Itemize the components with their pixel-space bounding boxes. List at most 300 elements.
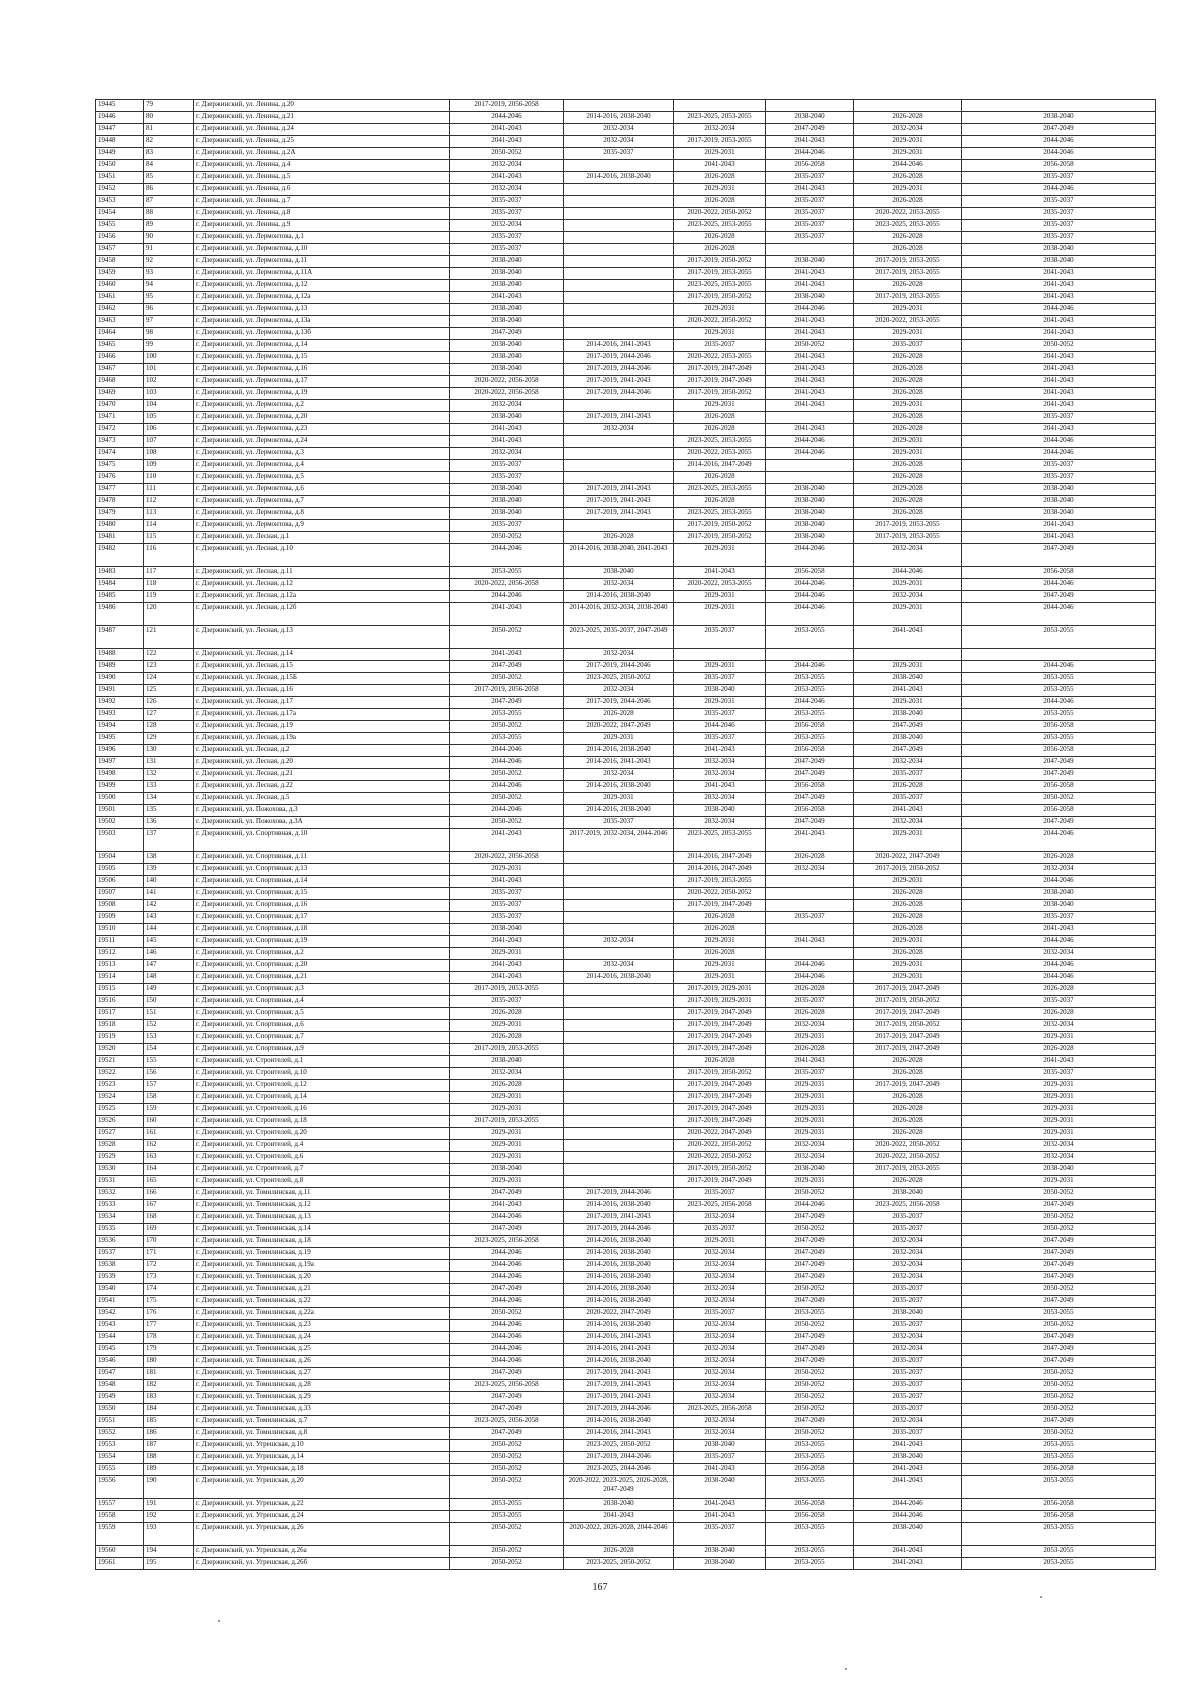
period-cell: 2029-2031: [854, 579, 962, 591]
period-cell: 2026-2028: [854, 364, 962, 376]
period-cell: 2047-2049: [450, 1392, 564, 1404]
row-number-cell: 170: [144, 1236, 194, 1248]
period-cell: 2026-2028: [450, 1080, 564, 1092]
period-cell: 2014-2016, 2047-2049: [674, 852, 766, 864]
period-cell: 2035-2037: [962, 1068, 1156, 1080]
period-cell: [766, 948, 854, 960]
table-row: [96, 292, 1156, 304]
period-cell: 2032-2034: [674, 1212, 766, 1224]
period-cell: 2056-2058: [962, 567, 1156, 579]
row-id-cell: 19449: [96, 148, 144, 160]
table-row: [96, 757, 1156, 769]
row-id-cell: 19527: [96, 1128, 144, 1140]
period-cell: 2038-2040: [766, 508, 854, 520]
address-cell: г. Дзержинский, ул. Угрешская, д.14: [194, 1452, 450, 1464]
row-id-cell: 19495: [96, 733, 144, 745]
period-cell: 2035-2037: [674, 626, 766, 649]
period-cell: 2035-2037: [450, 996, 564, 1008]
period-cell: 2047-2049: [962, 1272, 1156, 1284]
period-cell: 2053-2055: [766, 626, 854, 649]
period-cell: 2056-2058: [766, 721, 854, 733]
period-cell: 2038-2040: [962, 1164, 1156, 1176]
address-cell: г. Дзержинский, ул. Лесная, д.19: [194, 721, 450, 733]
period-cell: 2017-2019, 2050-2052: [674, 1164, 766, 1176]
row-number-cell: 103: [144, 388, 194, 400]
table-row: [96, 1104, 1156, 1116]
period-cell: 2047-2049: [962, 769, 1156, 781]
period-cell: 2053-2055: [766, 1440, 854, 1452]
row-id-cell: 19491: [96, 685, 144, 697]
row-number-cell: 127: [144, 709, 194, 721]
period-cell: 2029-2031: [854, 972, 962, 984]
period-cell: 2038-2040: [564, 1499, 674, 1511]
period-cell: 2014-2016, 2038-2040: [564, 972, 674, 984]
period-cell: [564, 436, 674, 448]
period-cell: 2032-2034: [450, 448, 564, 460]
row-id-cell: 19461: [96, 292, 144, 304]
period-cell: 2044-2046: [766, 661, 854, 673]
row-number-cell: 93: [144, 268, 194, 280]
period-cell: 2038-2040: [450, 496, 564, 508]
row-id-cell: 19519: [96, 1032, 144, 1044]
period-cell: 2026-2028: [674, 948, 766, 960]
period-cell: 2044-2046: [450, 757, 564, 769]
period-cell: 2032-2034: [450, 400, 564, 412]
row-number-cell: 152: [144, 1020, 194, 1032]
period-cell: 2050-2052: [766, 1368, 854, 1380]
period-cell: 2017-2019, 2041-2043: [564, 508, 674, 520]
period-cell: 2047-2049: [854, 745, 962, 757]
row-number-cell: 154: [144, 1044, 194, 1056]
row-id-cell: 19547: [96, 1368, 144, 1380]
period-cell: 2017-2019, 2047-2049: [674, 1044, 766, 1056]
row-number-cell: 181: [144, 1368, 194, 1380]
period-cell: 2047-2049: [962, 1296, 1156, 1308]
address-cell: г. Дзержинский, ул. Томилинская, д.12: [194, 1200, 450, 1212]
row-id-cell: 19447: [96, 124, 144, 136]
row-id-cell: 19473: [96, 436, 144, 448]
table-row: [96, 579, 1156, 591]
row-number-cell: 163: [144, 1152, 194, 1164]
period-cell: 2017-2019, 2044-2046: [564, 364, 674, 376]
period-cell: 2017-2019, 2032-2034, 2044-2046: [564, 829, 674, 852]
table-row: [96, 268, 1156, 280]
period-cell: 2017-2019, 2047-2049: [854, 1080, 962, 1092]
period-cell: 2053-2055: [766, 709, 854, 721]
period-cell: 2026-2028: [854, 376, 962, 388]
row-number-cell: 117: [144, 567, 194, 579]
address-cell: г. Дзержинский, ул. Ленина, д.5: [194, 172, 450, 184]
period-cell: 2020-2022, 2053-2055: [674, 448, 766, 460]
period-cell: 2017-2019, 2050-2052: [854, 996, 962, 1008]
period-cell: 2050-2052: [962, 793, 1156, 805]
period-cell: 2044-2046: [450, 1332, 564, 1344]
period-cell: 2029-2031: [854, 661, 962, 673]
period-cell: 2026-2028: [674, 424, 766, 436]
row-number-cell: 94: [144, 280, 194, 292]
period-cell: 2029-2031: [766, 1116, 854, 1128]
period-cell: [564, 244, 674, 256]
period-cell: 2038-2040: [674, 1476, 766, 1499]
period-cell: 2017-2019, 2050-2052: [674, 256, 766, 268]
row-id-cell: 19452: [96, 184, 144, 196]
table-row: [96, 673, 1156, 685]
period-cell: 2017-2019, 2047-2049: [674, 1032, 766, 1044]
row-number-cell: 136: [144, 817, 194, 829]
period-cell: 2038-2040: [962, 484, 1156, 496]
period-cell: 2047-2049: [962, 1236, 1156, 1248]
period-cell: [766, 100, 854, 112]
table-row: [96, 172, 1156, 184]
period-cell: 2020-2022, 2050-2052: [674, 208, 766, 220]
table-row: [96, 472, 1156, 484]
period-cell: 2038-2040: [766, 532, 854, 544]
period-cell: 2026-2028: [674, 912, 766, 924]
address-cell: г. Дзержинский, ул. Томилинская, д.8: [194, 1428, 450, 1440]
address-cell: г. Дзержинский, ул. Томилинская, д.14: [194, 1224, 450, 1236]
period-cell: 2044-2046: [766, 960, 854, 972]
period-cell: 2026-2028: [854, 1104, 962, 1116]
row-id-cell: 19524: [96, 1092, 144, 1104]
period-cell: 2035-2037: [450, 244, 564, 256]
row-id-cell: 19457: [96, 244, 144, 256]
period-cell: 2056-2058: [962, 781, 1156, 793]
period-cell: 2026-2028: [854, 388, 962, 400]
period-cell: 2017-2019, 2053-2055: [450, 984, 564, 996]
period-cell: 2041-2043: [766, 1056, 854, 1068]
period-cell: 2032-2034: [962, 1140, 1156, 1152]
table-row: [96, 697, 1156, 709]
period-cell: 2044-2046: [962, 697, 1156, 709]
period-cell: 2017-2019, 2041-2043: [564, 1380, 674, 1392]
period-cell: 2038-2040: [450, 924, 564, 936]
table-row: [96, 626, 1156, 649]
table-row: [96, 817, 1156, 829]
period-cell: 2035-2037: [854, 1368, 962, 1380]
row-number-cell: 158: [144, 1092, 194, 1104]
table-row: [96, 805, 1156, 817]
period-cell: 2038-2040: [962, 112, 1156, 124]
period-cell: 2041-2043: [854, 626, 962, 649]
period-cell: 2026-2028: [854, 472, 962, 484]
period-cell: [564, 1056, 674, 1068]
period-cell: 2041-2043: [450, 1200, 564, 1212]
address-cell: г. Дзержинский, ул. Спортивная, д.7: [194, 1032, 450, 1044]
address-cell: г. Дзержинский, ул. Лермонтова, д.10: [194, 244, 450, 256]
table-row: [96, 448, 1156, 460]
period-cell: 2026-2028: [962, 1008, 1156, 1020]
period-cell: 2053-2055: [450, 709, 564, 721]
period-cell: 2035-2037: [854, 1428, 962, 1440]
period-cell: 2047-2049: [766, 769, 854, 781]
period-cell: 2020-2022, 2047-2049: [854, 852, 962, 864]
period-cell: 2041-2043: [450, 292, 564, 304]
period-cell: 2026-2028: [564, 532, 674, 544]
period-cell: 2026-2028: [854, 924, 962, 936]
table-row: [96, 829, 1156, 852]
period-cell: 2050-2052: [450, 626, 564, 649]
period-cell: 2038-2040: [450, 1164, 564, 1176]
address-cell: г. Дзержинский, ул. Спортивная, д.4: [194, 996, 450, 1008]
address-cell: г. Дзержинский, ул. Спортивная, д.11: [194, 852, 450, 864]
row-number-cell: 96: [144, 304, 194, 316]
period-cell: 2044-2046: [766, 304, 854, 316]
row-id-cell: 19463: [96, 316, 144, 328]
row-number-cell: 187: [144, 1440, 194, 1452]
period-cell: 2047-2049: [766, 793, 854, 805]
row-number-cell: 105: [144, 412, 194, 424]
period-cell: 2044-2046: [962, 436, 1156, 448]
address-cell: г. Дзержинский, ул. Строителей, д.8: [194, 1176, 450, 1188]
row-number-cell: 95: [144, 292, 194, 304]
period-cell: 2017-2019, 2044-2046: [564, 352, 674, 364]
period-cell: 2032-2034: [854, 591, 962, 603]
row-id-cell: 19559: [96, 1523, 144, 1546]
period-cell: 2035-2037: [854, 793, 962, 805]
period-cell: [564, 1104, 674, 1116]
period-cell: [564, 984, 674, 996]
period-cell: 2044-2046: [962, 448, 1156, 460]
row-number-cell: 134: [144, 793, 194, 805]
table-row: [96, 1320, 1156, 1332]
period-cell: 2017-2019, 2041-2043: [564, 1392, 674, 1404]
row-id-cell: 19482: [96, 544, 144, 567]
row-id-cell: 19510: [96, 924, 144, 936]
period-cell: 2047-2049: [766, 1272, 854, 1284]
row-number-cell: 145: [144, 936, 194, 948]
row-number-cell: 110: [144, 472, 194, 484]
period-cell: 2029-2031: [962, 1128, 1156, 1140]
period-cell: 2041-2043: [450, 829, 564, 852]
table-row: [96, 793, 1156, 805]
row-number-cell: 179: [144, 1344, 194, 1356]
period-cell: 2050-2052: [962, 340, 1156, 352]
period-cell: [564, 196, 674, 208]
period-cell: [564, 1020, 674, 1032]
period-cell: 2056-2058: [766, 781, 854, 793]
period-cell: 2050-2052: [450, 793, 564, 805]
period-cell: 2023-2025, 2035-2037, 2047-2049: [564, 626, 674, 649]
table-body: [96, 100, 1156, 1570]
row-id-cell: 19518: [96, 1020, 144, 1032]
address-cell: г. Дзержинский, ул. Томилинская, д.13: [194, 1212, 450, 1224]
row-number-cell: 189: [144, 1464, 194, 1476]
period-cell: 2041-2043: [450, 960, 564, 972]
row-id-cell: 19517: [96, 1008, 144, 1020]
period-cell: 2038-2040: [674, 685, 766, 697]
table-row: [96, 328, 1156, 340]
period-cell: 2026-2028: [854, 781, 962, 793]
row-number-cell: 84: [144, 160, 194, 172]
table-row: [96, 316, 1156, 328]
period-cell: 2026-2028: [854, 112, 962, 124]
period-cell: 2029-2031: [674, 544, 766, 567]
period-cell: 2029-2031: [766, 1176, 854, 1188]
period-cell: 2041-2043: [766, 184, 854, 196]
row-id-cell: 19448: [96, 136, 144, 148]
period-cell: 2017-2019, 2047-2049: [674, 364, 766, 376]
period-cell: [564, 852, 674, 864]
row-number-cell: 92: [144, 256, 194, 268]
row-number-cell: 133: [144, 781, 194, 793]
period-cell: 2023-2025, 2053-2055: [674, 280, 766, 292]
period-cell: 2047-2049: [766, 1356, 854, 1368]
period-cell: 2035-2037: [674, 1188, 766, 1200]
period-cell: 2014-2016, 2038-2040: [564, 745, 674, 757]
period-cell: 2029-2031: [962, 1176, 1156, 1188]
period-cell: 2053-2055: [962, 685, 1156, 697]
period-cell: 2035-2037: [450, 900, 564, 912]
period-cell: 2017-2019, 2056-2058: [450, 100, 564, 112]
period-cell: 2014-2016, 2041-2043: [564, 757, 674, 769]
table-row: [96, 1464, 1156, 1476]
period-cell: 2053-2055: [766, 685, 854, 697]
period-cell: 2050-2052: [766, 1188, 854, 1200]
table-row: [96, 412, 1156, 424]
period-cell: 2053-2055: [450, 1499, 564, 1511]
row-id-cell: 19537: [96, 1248, 144, 1260]
period-cell: 2032-2034: [674, 793, 766, 805]
period-cell: 2023-2025, 2056-2058: [674, 1200, 766, 1212]
period-cell: 2029-2031: [674, 328, 766, 340]
period-cell: 2017-2019, 2053-2055: [854, 256, 962, 268]
row-number-cell: 156: [144, 1068, 194, 1080]
period-cell: 2032-2034: [854, 1416, 962, 1428]
period-cell: 2053-2055: [962, 1558, 1156, 1570]
table-row: [96, 424, 1156, 436]
period-cell: 2044-2046: [962, 829, 1156, 852]
period-cell: 2041-2043: [962, 316, 1156, 328]
row-id-cell: 19543: [96, 1320, 144, 1332]
period-cell: 2056-2058: [962, 721, 1156, 733]
address-cell: г. Дзержинский, ул. Лесная, д.17а: [194, 709, 450, 721]
period-cell: 2038-2040: [766, 520, 854, 532]
period-cell: 2053-2055: [962, 1440, 1156, 1452]
row-number-cell: 116: [144, 544, 194, 567]
period-cell: [564, 460, 674, 472]
period-cell: 2017-2019, 2047-2049: [674, 900, 766, 912]
period-cell: 2032-2034: [854, 1260, 962, 1272]
table-row: [96, 876, 1156, 888]
period-cell: 2035-2037: [766, 996, 854, 1008]
table-row: [96, 232, 1156, 244]
row-id-cell: 19478: [96, 496, 144, 508]
period-cell: 2029-2031: [450, 1128, 564, 1140]
period-cell: 2041-2043: [450, 649, 564, 661]
period-cell: 2017-2019, 2053-2055: [450, 1116, 564, 1128]
period-cell: 2047-2049: [766, 1416, 854, 1428]
table-row: [96, 1044, 1156, 1056]
address-cell: г. Дзержинский, ул. Ленина, д.2А: [194, 148, 450, 160]
period-cell: 2032-2034: [450, 184, 564, 196]
address-cell: г. Дзержинский, ул. Лермонтова, д.6: [194, 484, 450, 496]
period-cell: 2047-2049: [962, 591, 1156, 603]
table-row: [96, 1308, 1156, 1320]
table-row: [96, 1332, 1156, 1344]
period-cell: 2026-2028: [854, 1092, 962, 1104]
period-cell: 2026-2028: [854, 888, 962, 900]
period-cell: 2026-2028: [962, 1044, 1156, 1056]
row-id-cell: 19530: [96, 1164, 144, 1176]
period-cell: 2017-2019, 2041-2043: [564, 376, 674, 388]
period-cell: 2032-2034: [674, 1380, 766, 1392]
period-cell: 2026-2028: [962, 984, 1156, 996]
period-cell: 2020-2022, 2050-2052: [854, 1152, 962, 1164]
row-id-cell: 19521: [96, 1056, 144, 1068]
period-cell: 2035-2037: [564, 817, 674, 829]
table-row: [96, 1546, 1156, 1558]
period-cell: 2050-2052: [450, 769, 564, 781]
address-cell: г. Дзержинский, ул. Лермонтова, д.19: [194, 388, 450, 400]
period-cell: 2044-2046: [962, 936, 1156, 948]
period-cell: 2041-2043: [674, 781, 766, 793]
period-cell: [564, 448, 674, 460]
table-row: [96, 996, 1156, 1008]
period-cell: 2041-2043: [854, 805, 962, 817]
period-cell: 2038-2040: [450, 340, 564, 352]
row-number-cell: 100: [144, 352, 194, 364]
period-cell: 2038-2040: [450, 280, 564, 292]
row-id-cell: 19465: [96, 340, 144, 352]
period-cell: 2017-2019, 2047-2049: [674, 376, 766, 388]
period-cell: 2026-2028: [854, 196, 962, 208]
period-cell: 2023-2025, 2056-2058: [674, 1404, 766, 1416]
row-number-cell: 112: [144, 496, 194, 508]
period-cell: 2029-2031: [766, 1128, 854, 1140]
period-cell: [564, 328, 674, 340]
period-cell: 2035-2037: [674, 1523, 766, 1546]
period-cell: 2029-2031: [854, 603, 962, 626]
period-cell: 2035-2037: [962, 172, 1156, 184]
period-cell: [854, 649, 962, 661]
address-cell: г. Дзержинский, ул. Лесная, д.12а: [194, 591, 450, 603]
period-cell: 2029-2031: [854, 960, 962, 972]
row-number-cell: 174: [144, 1284, 194, 1296]
period-cell: 2035-2037: [450, 196, 564, 208]
row-number-cell: 188: [144, 1452, 194, 1464]
period-cell: 2050-2052: [962, 1392, 1156, 1404]
period-cell: 2053-2055: [766, 1523, 854, 1546]
period-cell: 2026-2028: [854, 352, 962, 364]
period-cell: 2035-2037: [450, 232, 564, 244]
row-number-cell: 166: [144, 1188, 194, 1200]
period-cell: 2032-2034: [854, 1272, 962, 1284]
period-cell: 2023-2025, 2050-2052: [564, 673, 674, 685]
row-number-cell: 119: [144, 591, 194, 603]
row-id-cell: 19516: [96, 996, 144, 1008]
period-cell: 2044-2046: [766, 697, 854, 709]
row-number-cell: 153: [144, 1032, 194, 1044]
row-number-cell: 151: [144, 1008, 194, 1020]
period-cell: 2014-2016, 2038-2040: [564, 781, 674, 793]
period-cell: 2026-2028: [854, 1056, 962, 1068]
period-cell: 2047-2049: [450, 328, 564, 340]
period-cell: 2017-2019, 2053-2055: [674, 876, 766, 888]
period-cell: 2041-2043: [962, 388, 1156, 400]
period-cell: 2032-2034: [854, 817, 962, 829]
period-cell: 2023-2025, 2056-2058: [450, 1380, 564, 1392]
period-cell: 2047-2049: [766, 817, 854, 829]
period-cell: 2020-2022, 2050-2052: [674, 1152, 766, 1164]
row-number-cell: 192: [144, 1511, 194, 1523]
period-cell: 2041-2043: [962, 364, 1156, 376]
period-cell: 2029-2031: [962, 1104, 1156, 1116]
period-cell: 2041-2043: [962, 328, 1156, 340]
period-cell: 2017-2019, 2047-2049: [674, 1176, 766, 1188]
period-cell: 2041-2043: [564, 1511, 674, 1523]
period-cell: 2035-2037: [854, 1380, 962, 1392]
period-cell: 2044-2046: [450, 591, 564, 603]
